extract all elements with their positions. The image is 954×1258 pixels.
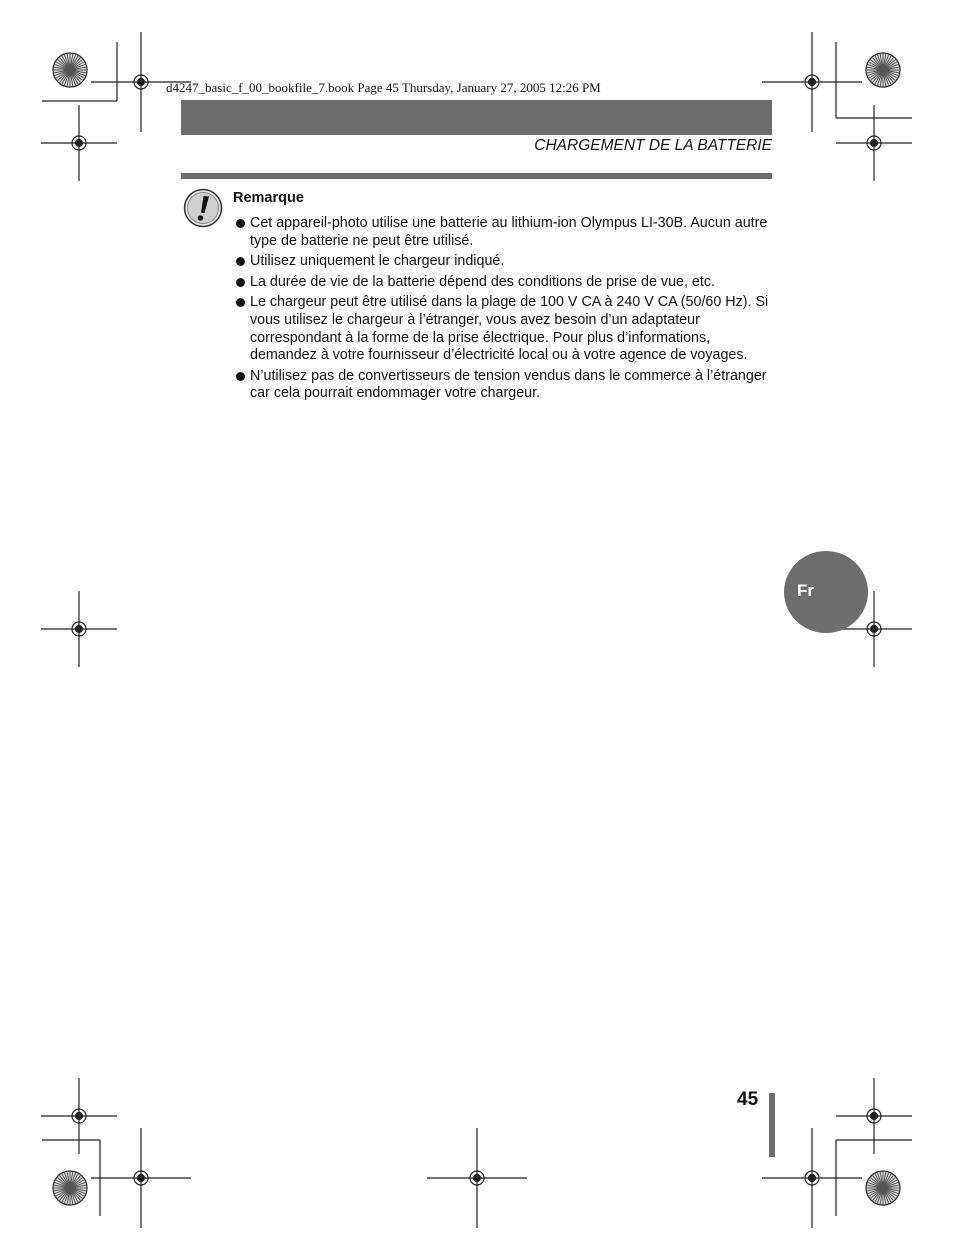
list-item: N’utilisez pas de convertisseurs de tension vendus dans le commerce à l’étranger car cela pourrait endommager votre chargeur. xyxy=(236,368,776,403)
registration-mark-center xyxy=(871,626,878,633)
list-item: Utilisez uniquement le chargeur indiqué. xyxy=(236,253,776,271)
registration-mark-center xyxy=(138,1175,145,1182)
registration-mark-center xyxy=(76,140,83,147)
registration-mark-center xyxy=(809,79,816,86)
registration-mark-center xyxy=(76,1113,83,1120)
bullet-icon xyxy=(236,298,245,307)
registration-mark-center xyxy=(809,1175,816,1182)
note-title: Remarque xyxy=(233,190,304,206)
registration-mark-center xyxy=(474,1175,481,1182)
bullet-icon xyxy=(236,257,245,266)
header-bar xyxy=(181,100,772,135)
note-list xyxy=(236,215,776,406)
language-tab xyxy=(784,551,868,633)
exclamation-icon xyxy=(183,188,223,228)
print-slug: d4247_basic_f_00_bookfile_7.book Page 45 Thursday, January 27, 2005 12:26 PM xyxy=(166,80,601,95)
bullet-icon xyxy=(236,278,245,287)
list-item: Le chargeur peut être utilisé dans la plage de 100 V CA à 240 V CA (50/60 Hz). Si vous utilisez le chargeur à l’étranger, vous avez besoin d’un adaptateur correspondant à la forme de la prise électrique. Pour plus d’informations, demandez à votre fournisseur d’électricité local ou à votre agence de voyages. xyxy=(236,294,776,364)
page-number: 45 xyxy=(737,1089,759,1110)
language-tab-label: Fr xyxy=(797,581,814,600)
bullet-icon xyxy=(236,219,245,228)
registration-mark-center xyxy=(138,79,145,86)
registration-mark-center xyxy=(76,626,83,633)
list-item: La durée de vie de la batterie dépend des conditions de prise de vue, etc. xyxy=(236,274,776,292)
registration-mark-center xyxy=(871,140,878,147)
bullet-icon xyxy=(236,372,245,381)
section-title: CHARGEMENT DE LA BATTERIE xyxy=(534,137,772,154)
page-number-bar xyxy=(769,1093,775,1157)
registration-mark-center xyxy=(871,1113,878,1120)
list-item: Cet appareil-photo utilise une batterie au lithium-ion Olympus LI-30B. Aucun autre type de batterie ne peut être utilisé. xyxy=(236,215,776,250)
section-rule xyxy=(181,173,772,179)
